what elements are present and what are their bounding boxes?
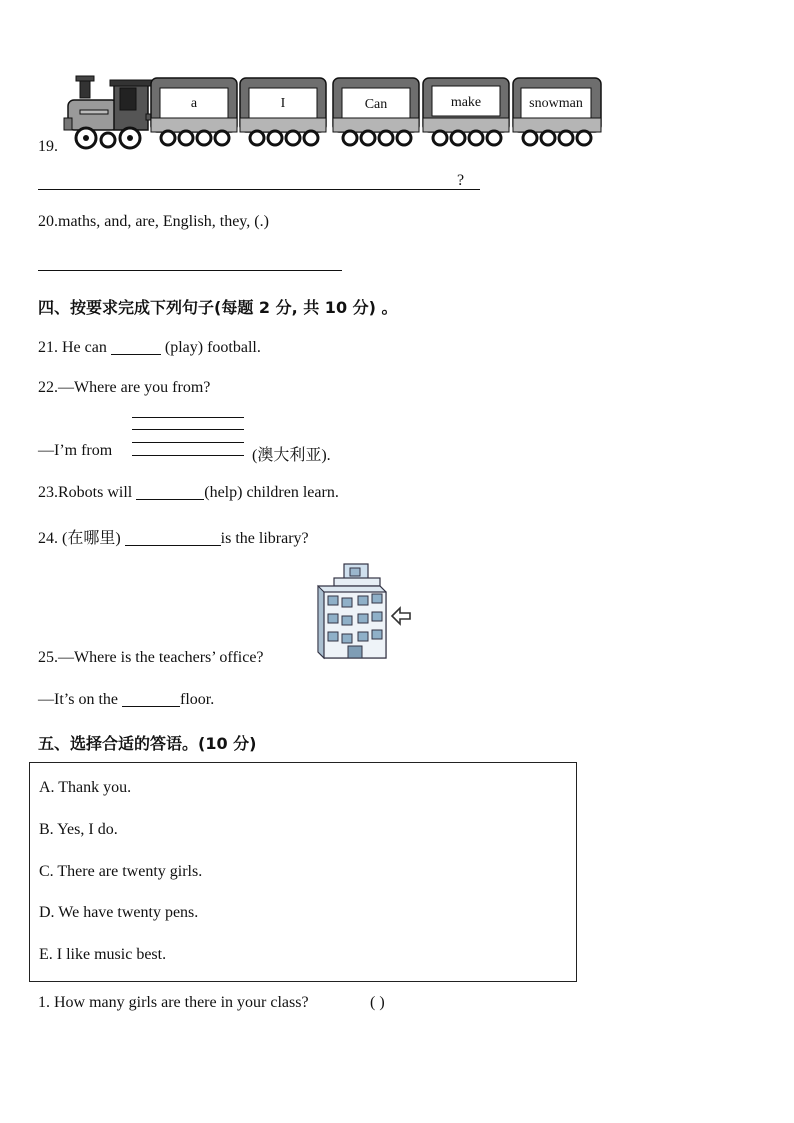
- q20-words: 20.maths, and, are, English, they, (.): [38, 213, 269, 230]
- q21: [38, 338, 261, 357]
- s5-q1-answer-paren[interactable]: ( ): [370, 994, 385, 1011]
- q25-question: 25.—Where is the teachers’ office?: [38, 649, 264, 666]
- q24-blank[interactable]: [125, 529, 221, 546]
- q23-blank[interactable]: [136, 483, 204, 500]
- train-word-5: snowman: [529, 96, 583, 111]
- q19-answer-line[interactable]: [38, 189, 480, 190]
- q22-answer-prefix: —I’m from: [38, 442, 113, 459]
- train-word-4: make: [450, 95, 482, 110]
- option-c: C. There are twenty girls.: [39, 863, 203, 880]
- s5-q1-text: 1. How many girls are there in your class?: [38, 994, 309, 1011]
- q24-prefix: 24. (在哪里): [38, 530, 121, 547]
- q19-question-mark: ?: [457, 172, 465, 189]
- q19-number: 19.: [38, 138, 58, 155]
- train-word-2: I: [280, 96, 286, 111]
- options-box: [29, 762, 577, 982]
- locomotive-icon: [64, 76, 152, 148]
- option-d: D. We have twenty pens.: [39, 904, 199, 921]
- q25-answer-suffix: floor.: [180, 691, 215, 708]
- q22-question: 22.—Where are you from?: [38, 379, 211, 396]
- q23-suffix: (help) children learn.: [204, 484, 339, 501]
- q25-answer: [38, 690, 214, 709]
- option-b: B. Yes, I do.: [39, 821, 118, 838]
- q21-prefix: 21. He can: [38, 339, 107, 356]
- q22-blank-line-1[interactable]: [132, 417, 244, 418]
- q22-blank-line-4[interactable]: [132, 455, 244, 456]
- option-e: E. I like music best.: [39, 946, 167, 963]
- q23-prefix: 23.Robots will: [38, 484, 133, 501]
- q23: [38, 483, 339, 502]
- q22-blank-line-3[interactable]: [132, 442, 244, 443]
- q21-blank[interactable]: [111, 338, 161, 355]
- q22-answer-suffix: (澳大利亚).: [252, 447, 331, 464]
- q25-blank[interactable]: [122, 690, 180, 707]
- train-word-1: a: [190, 96, 198, 111]
- option-a: A. Thank you.: [39, 779, 132, 796]
- section4-heading: 四、按要求完成下列句子(每题 2 分, 共 10 分) 。: [38, 298, 398, 317]
- q22-blank-line-2[interactable]: [132, 429, 244, 430]
- q25-answer-prefix: —It’s on the: [38, 691, 118, 708]
- q20-answer-line[interactable]: [38, 270, 342, 271]
- q21-suffix: (play) football.: [164, 339, 261, 356]
- train-word-3: Can: [364, 97, 388, 112]
- building-icon: [314, 562, 414, 666]
- q24: [38, 525, 309, 548]
- section5-heading: 五、选择合适的答语。(10 分): [38, 734, 257, 753]
- q24-suffix: is the library?: [220, 530, 309, 547]
